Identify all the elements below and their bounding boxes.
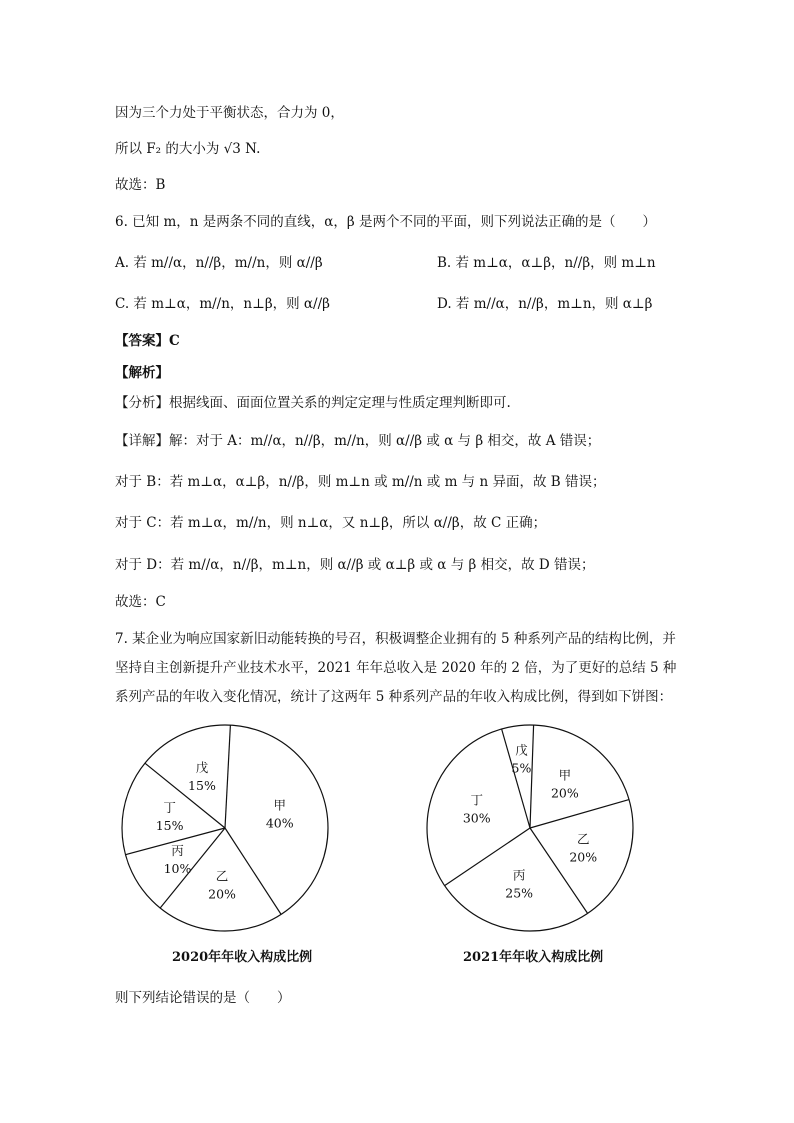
- detail-d: 对于 D：若 m//α，n//β，m⊥n，则 α//β 或 α⊥β 或 α 与 β 相交，故 D 错误；: [115, 557, 595, 573]
- fenxi-line: 【分析】根据线面、面面位置关系的判定定理与性质定理判断即可.: [115, 395, 511, 411]
- pie2020-slice-1-value: 20%: [208, 886, 236, 902]
- pie2020-slice-4-value: 15%: [188, 778, 216, 794]
- question-7-tail: 则下列结论错误的是（ ）: [115, 990, 291, 1006]
- choose-c: 故选：C: [115, 594, 166, 610]
- pie2021-slice-3-label: 丁: [470, 792, 484, 808]
- pie2021-slice-1-label: 乙: [576, 831, 590, 847]
- pie2020-slice-0-edge: [225, 725, 230, 828]
- pie2020-slice-0-value: 40%: [265, 815, 294, 831]
- pie-chart-2021: [420, 718, 640, 938]
- option-a: A. 若 m//α，n//β，m//n，则 α//β: [115, 255, 323, 271]
- pie-2021-caption: 2021年年收入构成比例: [463, 950, 604, 965]
- pie2020-slice-2-value: 10%: [163, 860, 192, 876]
- option-d: D. 若 m//α，n//β，m⊥n，则 α⊥β: [437, 296, 653, 312]
- pie2021-slice-0-label: 甲: [558, 767, 572, 783]
- pie2020-slice-3-label: 丁: [163, 800, 176, 816]
- question-7-stem: 7. 某企业为响应国家新旧动能转换的号召，积极调整企业拥有的 5 种系列产品的结构比例，并坚持自主创新提升产业技术水平，2021 年年总收入是 2020 年的 2 倍，为了更好的总结 5 种系列产品的年收入变化情况，统计了这两年 5 种系列产品的年收入构成比例，得到如下饼图：: [115, 631, 677, 705]
- detail-b: 对于 B：若 m⊥α，α⊥β，n//β，则 m⊥n 或 m//n 或 m 与 n 异面，故 B 错误；: [115, 474, 606, 490]
- analysis-label: 【解析】: [115, 365, 169, 381]
- pie2020-slice-2-label: 丙: [171, 842, 184, 858]
- pie2021-slice-1-edge: [530, 800, 629, 828]
- pie2021-slice-4-value: 5%: [511, 760, 532, 776]
- answer-label: 【答案】C: [115, 333, 180, 349]
- text-line-balance: 因为三个力处于平衡状态，合力为 0，: [115, 105, 344, 121]
- question-6-stem: 6. 已知 m，n 是两条不同的直线，α，β 是两个不同的平面，则下列说法正确的是（ ）: [115, 214, 656, 230]
- option-b: B. 若 m⊥α，α⊥β，n//β，则 m⊥n: [437, 255, 656, 271]
- pie2021-slice-2-value: 25%: [505, 885, 534, 901]
- detail-a: 【详解】解：对于 A：m//α，n//β，m//n，则 α//β 或 α 与 β 相交，故 A 错误；: [115, 433, 601, 449]
- text-line-choose-b: 故选：B: [115, 177, 166, 193]
- pie2020-slice-0-label: 甲: [273, 797, 286, 813]
- pie2021-slice-1-value: 20%: [569, 849, 598, 865]
- pie2020-slice-1-label: 乙: [215, 868, 229, 884]
- pie2021-slice-2-label: 丙: [512, 867, 526, 883]
- option-c: C. 若 m⊥α，m//n，n⊥β，则 α//β: [115, 296, 330, 312]
- detail-c: 对于 C：若 m⊥α，m//n，则 n⊥α，又 n⊥β，所以 α//β，故 C 正确；: [115, 515, 547, 531]
- pie2021-slice-4-label: 戊: [515, 742, 528, 758]
- pie2020-slice-3-value: 15%: [155, 818, 184, 834]
- pie-2020-caption: 2020年年收入构成比例: [172, 950, 313, 965]
- text-line-f2: 所以 F₂ 的大小为 √3 N.: [115, 141, 261, 157]
- pie2021-slice-3-value: 30%: [462, 810, 491, 826]
- pie-chart-2020: [115, 718, 335, 938]
- pie2021-slice-0-edge: [530, 725, 534, 828]
- pie2021-slice-0-value: 20%: [550, 785, 579, 801]
- pie2020-slice-4-label: 戊: [195, 760, 209, 776]
